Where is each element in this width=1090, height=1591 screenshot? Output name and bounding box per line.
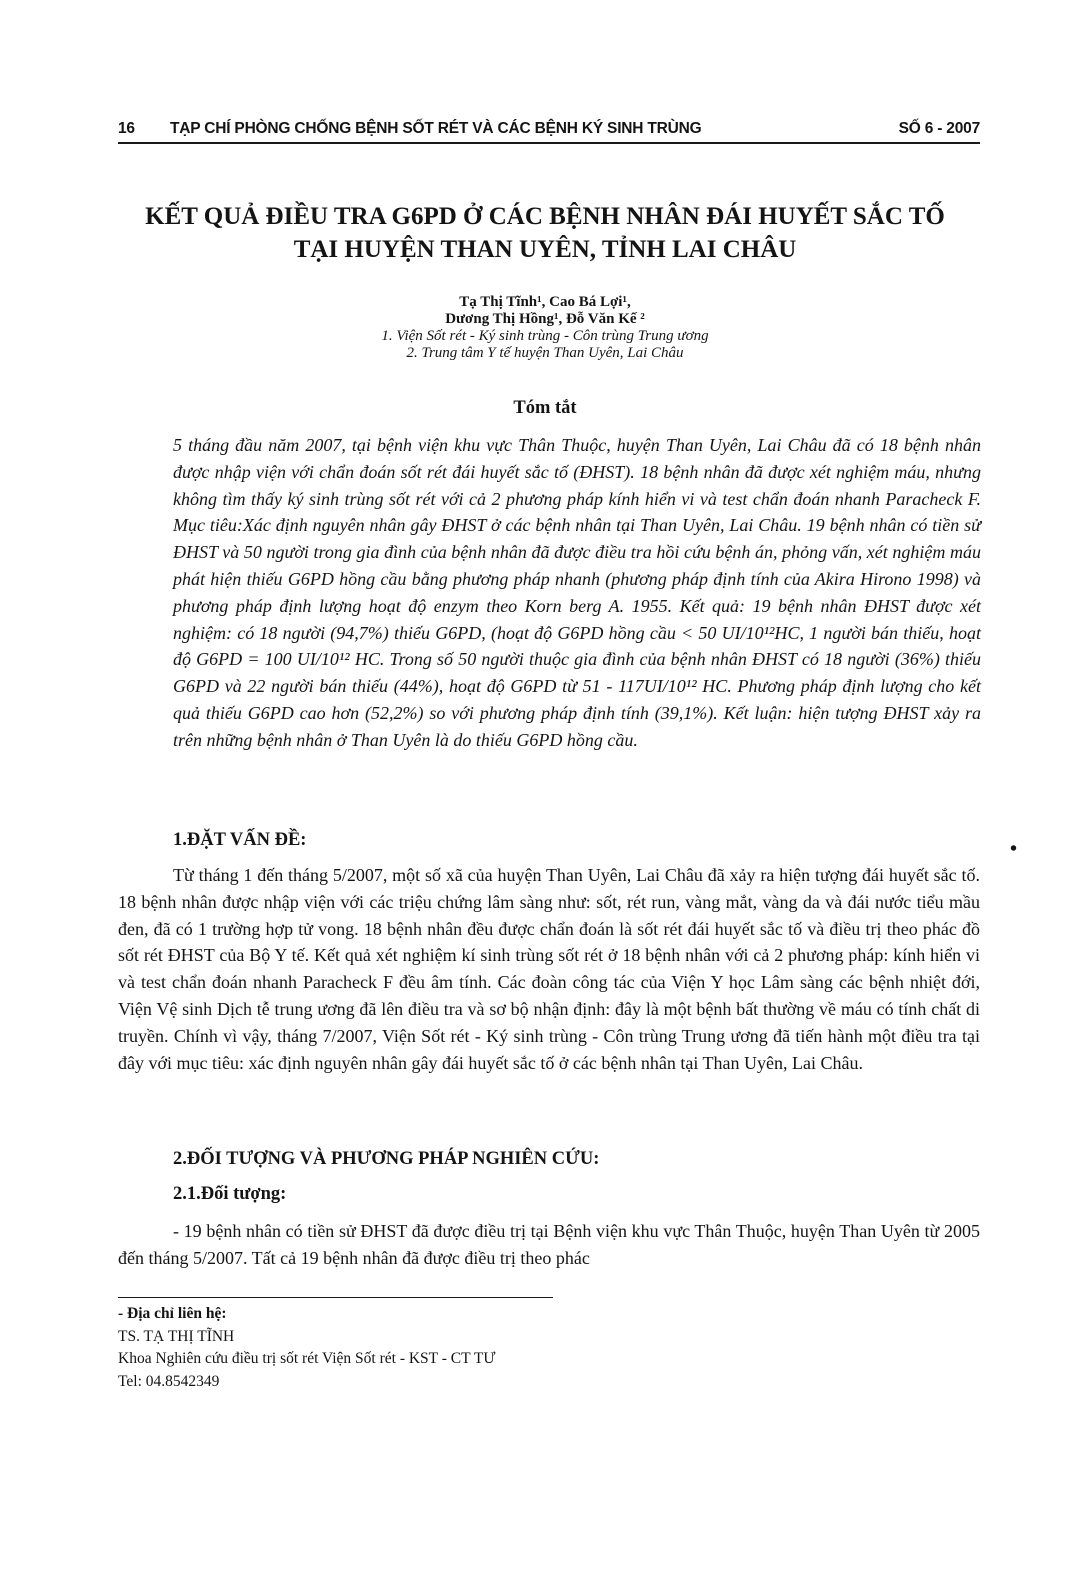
abstract-heading: Tóm tắt	[513, 398, 577, 418]
footnote-label: - Địa chỉ liên hệ:	[118, 1305, 227, 1322]
title-line-1: KẾT QUẢ ĐIỀU TRA G6PD Ở CÁC BỆNH NHÂN ĐÁI HUYẾT SẮC TỐ	[145, 203, 945, 230]
authors-line-1: Tạ Thị Tĩnh¹, Cao Bá Lợi¹,	[459, 294, 631, 310]
section-1-heading: 1.ĐẶT VẤN ĐỀ:	[173, 830, 307, 850]
footnote-name: TS. TẠ THỊ TĨNH	[118, 1327, 235, 1345]
section-2-1-subheading: 2.1.Đối tượng:	[173, 1184, 287, 1204]
footnote-rule	[118, 1297, 553, 1298]
stray-dot-mark: •	[1010, 838, 1018, 860]
authors-line-2: Dương Thị Hồng¹, Đỗ Văn Kế ²	[445, 311, 645, 327]
issue-number: SỐ 6 - 2007	[898, 120, 980, 137]
affiliation-1: 1. Viện Sốt rét - Ký sinh trùng - Côn trùng Trung ương	[381, 328, 709, 344]
title-line-2: TẠI HUYỆN THAN UYÊN, TỈNH LAI CHÂU	[293, 236, 797, 263]
footnote-department: Khoa Nghiên cứu điều trị sốt rét Viện Sốt rét - KST - CT TƯ	[118, 1350, 496, 1367]
footnote-tel: Tel: 04.8542349	[118, 1372, 220, 1390]
section-2-1-paragraph: - 19 bệnh nhân có tiền sử ĐHST đã được điều trị tại Bệnh viện khu vực Thân Thuộc, huyện Than Uyên từ 2005 đến tháng 5/2007. Tất cả 19 bệnh nhân đã được điều trị theo phác	[118, 1221, 980, 1268]
author-block	[200, 294, 890, 362]
page-number: 16	[118, 120, 135, 137]
affiliation-2: 2. Trung tâm Y tế huyện Than Uyên, Lai Châu	[406, 345, 684, 361]
section-2-heading: 2.ĐỐI TƯỢNG VÀ PHƯƠNG PHÁP NGHIÊN CỨU:	[173, 1149, 600, 1169]
contact-footnote	[118, 1303, 495, 1393]
abstract-text: 5 tháng đầu năm 2007, tại bệnh viện khu vực Thân Thuộc, huyện Than Uyên, Lai Châu đã có 18 bệnh nhân được nhập viện với chẩn đoán sốt rét đái huyết sắc tố (ĐHST). 18 bệnh nhân đã được xét nghiệm máu, nhưng không tìm thấy ký sinh trùng sốt rét với cả 2 phương pháp kính hiển vi và test chẩn đoán nhanh Paracheck F. Mục tiêu:Xác định nguyên nhân gây ĐHST ở các bệnh nhân tại Than Uyên, Lai Châu. 19 bệnh nhân có tiền sử ĐHST và 50 người trong gia đình của bệnh nhân đã được điều tra hồi cứu bệnh án, phỏng vấn, xét nghiệm máu phát hiện thiếu G6PD hồng cầu bằng phương pháp nhanh (phương pháp định tính của Akira Hirono 1998) và phương pháp định lượng hoạt độ enzym theo Korn berg A. 1955. Kết quả: 19 bệnh nhân ĐHST được xét nghiệm: có 18 người (94,7%) thiếu G6PD, (hoạt độ G6PD hồng cầu < 50 UI/10¹²HC, 1 người bán thiếu, hoạt độ G6PD = 100 UI/10¹² HC. Trong số 50 người thuộc gia đình của bệnh nhân ĐHST có 18 người (36%) thiếu G6PD và 22 người bán thiếu (44%), hoạt độ G6PD từ 51 - 117UI/10¹² HC. Phương pháp định lượng cho kết quả thiếu G6PD cao hơn (52,2%) so với phương pháp định tính (39,1%). Kết luận: hiện tượng ĐHST xảy ra trên những bệnh nhân ở Than Uyên là do thiếu G6PD hồng cầu.	[173, 435, 981, 750]
running-header	[118, 116, 980, 144]
journal-name: TẠP CHÍ PHÒNG CHỐNG BỆNH SỐT RÉT VÀ CÁC BỆNH KÝ SINH TRÙNG	[170, 120, 702, 137]
section-1-paragraph: Từ tháng 1 đến tháng 5/2007, một số xã của huyện Than Uyên, Lai Châu đã xảy ra hiện tượng đái huyết sắc tố. 18 bệnh nhân được nhập viện với các triệu chứng lâm sàng như: sốt, rét run, vàng mắt, vàng da và đái nước tiểu mầu đen, đã có 1 trường hợp tử vong. 18 bệnh nhân đều được chẩn đoán là sốt rét đái huyết sắc tố và điều trị theo phác đồ sốt rét ĐHST của Bộ Y tế. Kết quả xét nghiệm kí sinh trùng sốt rét ở 18 bệnh nhân với cả 2 phương pháp: kính hiển vi và test chẩn đoán nhanh Paracheck F đều âm tính. Các đoàn công tác của Viện Y học Lâm sàng các bệnh nhiệt đới, Viện Vệ sinh Dịch tễ trung ương đã lên điều tra và sơ bộ nhận định: đây là một bệnh bất thường về máu có tính chất di truyền. Chính vì vậy, tháng 7/2007, Viện Sốt rét - Ký sinh trùng - Côn trùng Trung ương đã tiến hành một điều tra tại đây với mục tiêu: xác định nguyên nhân gây đái huyết sắc tố ở các bệnh nhân tại Than Uyên, Lai Châu.	[118, 865, 980, 1073]
article-title	[100, 200, 990, 266]
